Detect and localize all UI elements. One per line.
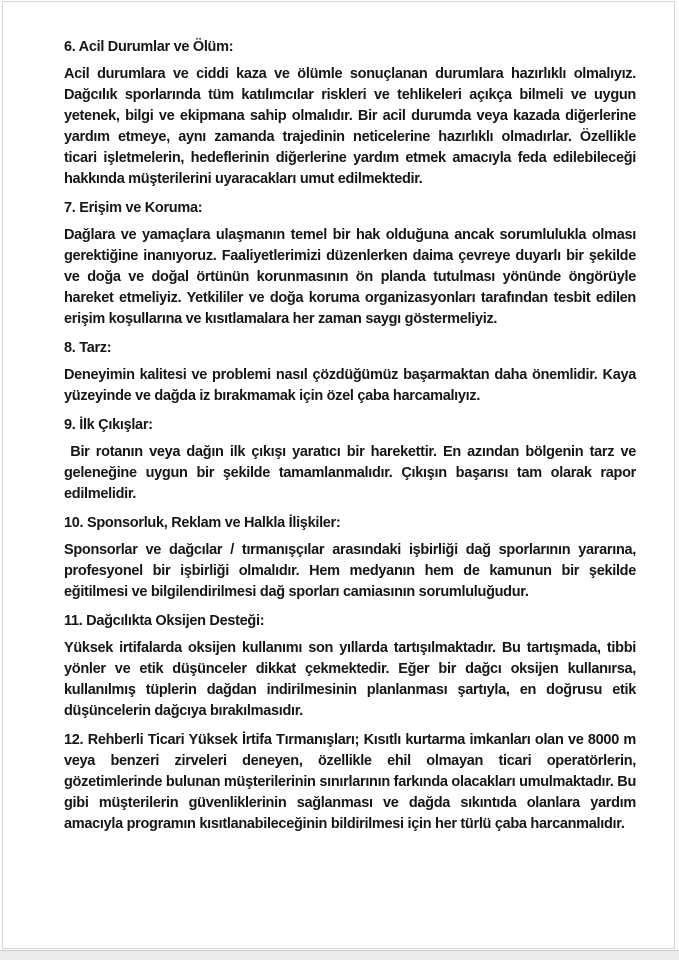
section-paragraph-7: Dağlara ve yamaçlara ulaşmanın temel bir hak olduğuna ancak sorumlulukla olması gerektiğine inanıyoruz. Faaliyetlerimizi düzenlerken daima çevreye duyarlı bir şekilde ve doğa ve doğal örtünün korunmasının ön planda tutulması yönünde öngörüyle hareket etmeliyiz. Yetkililer ve doğa koruma organizasyonları tarafından tesbit edilen erişim koşullarına ve kısıtlamalara her zaman saygı göstermeliyiz. [64, 227, 640, 327]
document-content [64, 35, 640, 843]
section-heading-10: 10. Sponsorluk, Reklam ve Halkla İlişkiler: [64, 515, 341, 531]
section-heading-8: 8. Tarz: [64, 340, 112, 356]
section-heading-7: 7. Erişim ve Koruma: [64, 200, 203, 216]
section-paragraph-12: 12. Rehberli Ticari Yüksek İrtifa Tırmanışları; Kısıtlı kurtarma imkanları olan ve 8000 m veya benzeri zirveleri deneyen, özellikle ehil olmayan ticari operatörlerin, gözetimlerinde bulunan müşterilerinin sınırlarının farkında olacakları umulmaktadır. Bu gibi müşterilerin güvenliklerinin sağlanması ve dağda sıkıntıda olanlara yardım amacıyla programın kısıtlanabileceğinin bildirilmesi için her türlü çaba harcanmalıdır. [64, 732, 640, 832]
section-paragraph-11: Yüksek irtifalarda oksijen kullanımı son yıllarda tartışılmaktadır. Bu tartışmada, tibbi yönler ve etik düşünceler dikkat çekmektedir. Eğer bir dağcı oksijen kullanırsa, kullanılmış tüplerin dağdan indirilmesinin planlanması şartıyla, en doğrusu etik düşüncelerin dağcıya bırakılmasıdır. [64, 640, 640, 719]
section-paragraph-8: Deneyimin kalitesi ve problemi nasıl çözdüğümüz başarmaktan daha önemlidir. Kaya yüzeyinde ve dağda iz bırakmamak için özel çaba harcamalıyız. [64, 367, 640, 404]
section-heading-9: 9. İlk Çıkışlar: [64, 417, 153, 433]
document-page [2, 1, 675, 949]
section-paragraph-10: Sponsorlar ve dağcılar / tırmanışçılar arasındaki işbirliği dağ sporlarının yararına, profesyonel bir işbirliği olmalıdır. Hem medyanın hem de kamunun bir şekilde eğitilmesi ve bilgilendirilmesi dağ sporları camiasının sorumluluğudur. [64, 542, 640, 600]
page-edge-shadow [0, 950, 679, 960]
section-paragraph-6: Acil durumlara ve ciddi kaza ve ölümle sonuçlanan durumlara hazırlıklı olmalıyız. Dağcılık sporlarında tüm katılımcılar riskleri ve tehlikeleri açıkça bilmeli ve uygun yetenek, bilgi ve ekipmana sahip olmalıdır. Bir acil durumda veya kazada diğerlerine yardım etmeye, aynı zamanda trajedinin neticelerine hazırlıklı olmadırlar. Özellikle ticari işletmelerin, hedeflerinin diğerlerine yardım etmek amacıyla feda edilebileceği hakkında müşterilerini uyaracakları umut edilmektedir. [64, 66, 640, 187]
section-paragraph-9: Bir rotanın veya dağın ilk çıkışı yaratıcı bir harekettir. En azından bölgenin tarz ve geleneğine uygun bir şekilde tamamlanmalıdır. Çıkışın başarısı tam olarak rapor edilmelidir. [64, 444, 640, 502]
section-heading-11: 11. Dağcılıkta Oksijen Desteği: [64, 613, 265, 629]
section-heading-6: 6. Acil Durumlar ve Ölüm: [64, 39, 234, 55]
